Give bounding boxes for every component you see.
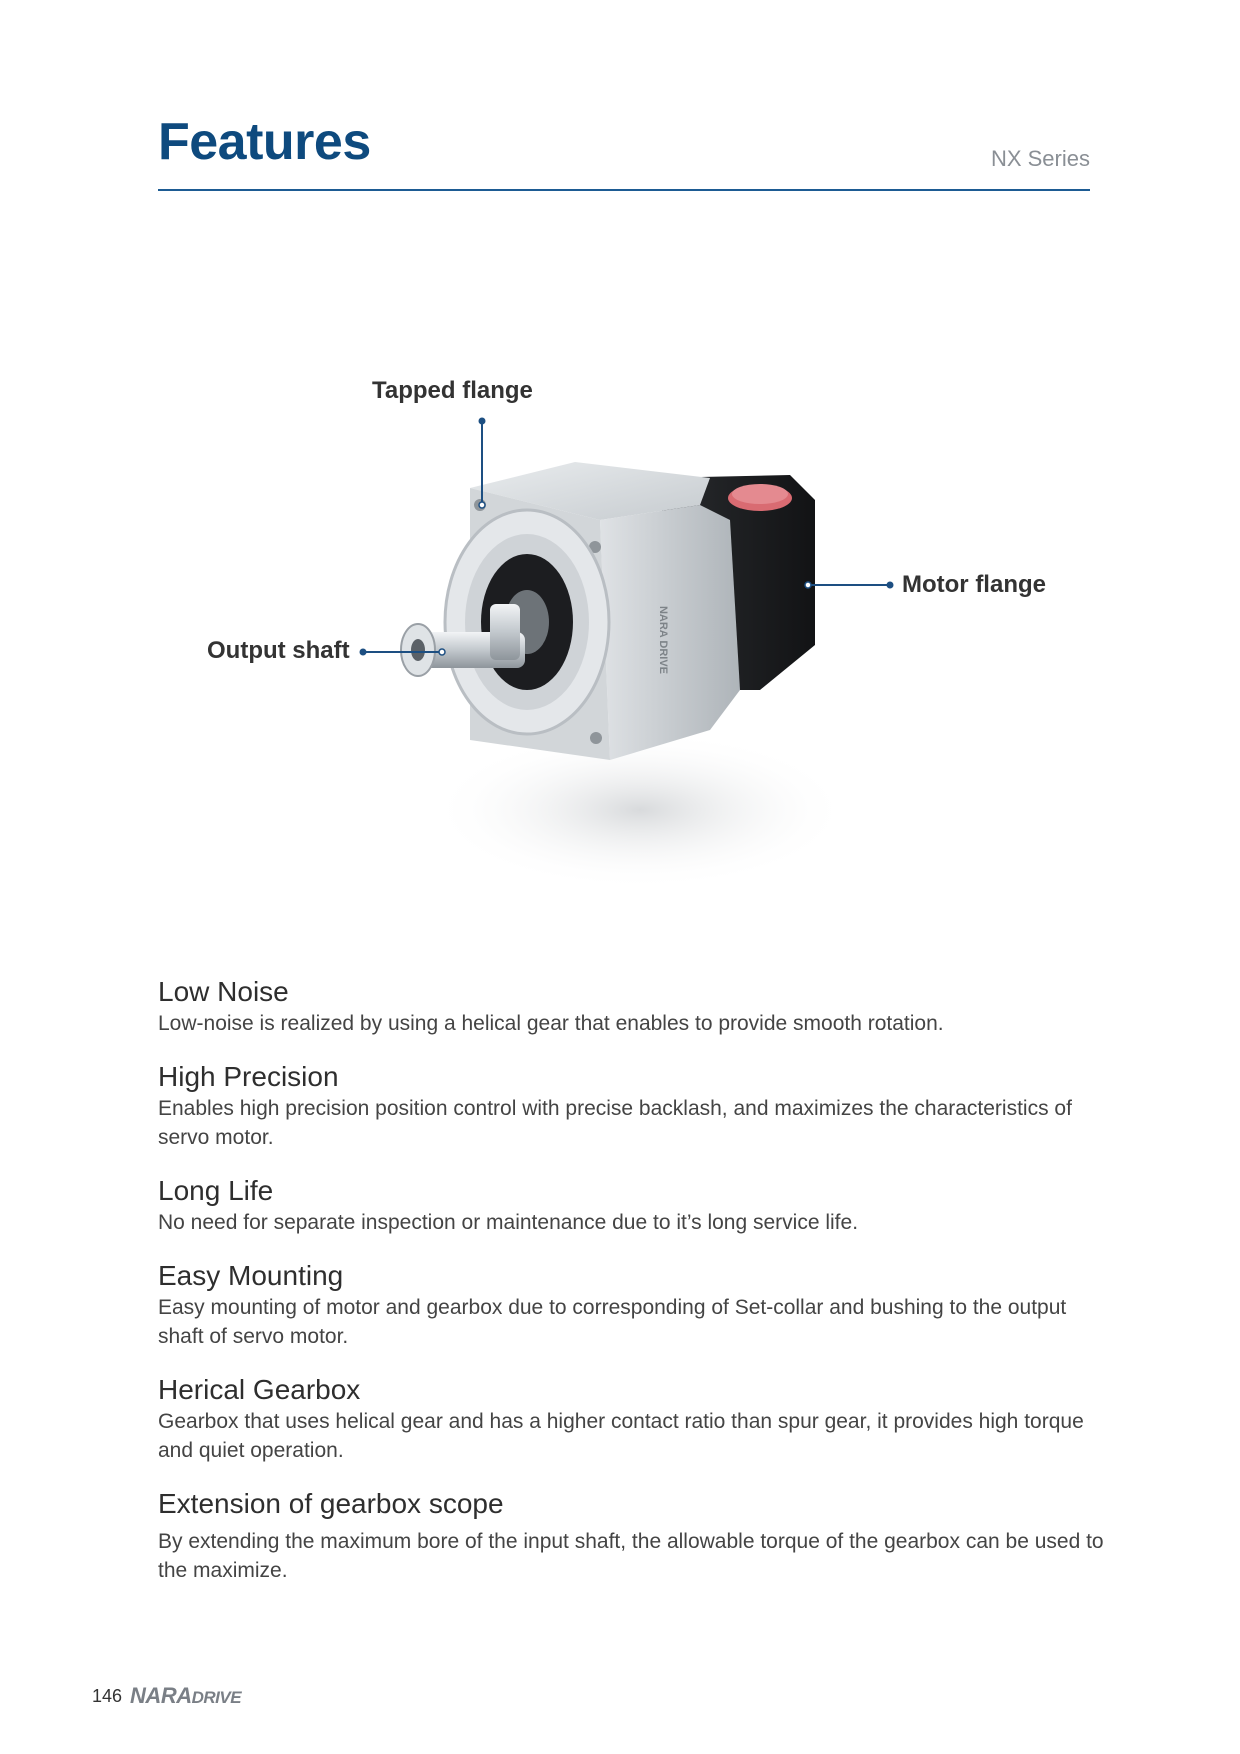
feature-description: Enables high precision position control with precise backlash, and maximizes the characteristics of servo motor. bbox=[158, 1097, 1072, 1149]
feature-item bbox=[158, 975, 1108, 1038]
feature-item bbox=[158, 1259, 1108, 1351]
feature-description: Easy mounting of motor and gearbox due to corresponding of Set-collar and bushing to the output shaft of servo motor. bbox=[158, 1296, 1067, 1348]
feature-title: Long Life bbox=[158, 1175, 274, 1206]
brand-logo-main: NARA bbox=[130, 1683, 192, 1708]
feature-description: Gearbox that uses helical gear and has a higher contact ratio than spur gear, it provides high torque and quiet operation. bbox=[158, 1410, 1084, 1462]
page-title: Features bbox=[158, 113, 371, 171]
callout-motor-flange: Motor flange bbox=[902, 571, 1046, 598]
feature-item bbox=[158, 1060, 1108, 1152]
brand-logo-sub: DRIVE bbox=[191, 1688, 242, 1707]
feature-title: High Precision bbox=[158, 1061, 339, 1092]
feature-description: By extending the maximum bore of the input shaft, the allowable torque of the gearbox can be used to the maximize. bbox=[158, 1530, 1104, 1582]
feature-item bbox=[158, 1487, 1108, 1585]
feature-item bbox=[158, 1373, 1108, 1465]
feature-description: Low-noise is realized by using a helical gear that enables to provide smooth rotation. bbox=[158, 1012, 944, 1035]
callout-motor-flange-leader bbox=[805, 582, 894, 589]
callout-output-shaft: Output shaft bbox=[207, 637, 350, 664]
feature-title: Easy Mounting bbox=[158, 1260, 344, 1291]
feature-title: Extension of gearbox scope bbox=[158, 1488, 504, 1519]
feature-list bbox=[158, 975, 1108, 1607]
page-number: 146 bbox=[92, 1685, 123, 1706]
feature-description: No need for separate inspection or maintenance due to it’s long service life. bbox=[158, 1211, 859, 1234]
brand-logo bbox=[130, 1683, 241, 1709]
feature-title: Low Noise bbox=[158, 976, 289, 1007]
feature-title: Herical Gearbox bbox=[158, 1374, 361, 1405]
feature-item bbox=[158, 1174, 1108, 1237]
reflection-shadow bbox=[430, 730, 850, 890]
gearbox-body bbox=[445, 462, 740, 760]
callout-tapped-flange: Tapped flange bbox=[372, 377, 533, 404]
page-footer bbox=[92, 1683, 241, 1709]
product-logo: NARA DRIVE bbox=[657, 605, 669, 675]
series-label: NX Series bbox=[990, 146, 1090, 171]
